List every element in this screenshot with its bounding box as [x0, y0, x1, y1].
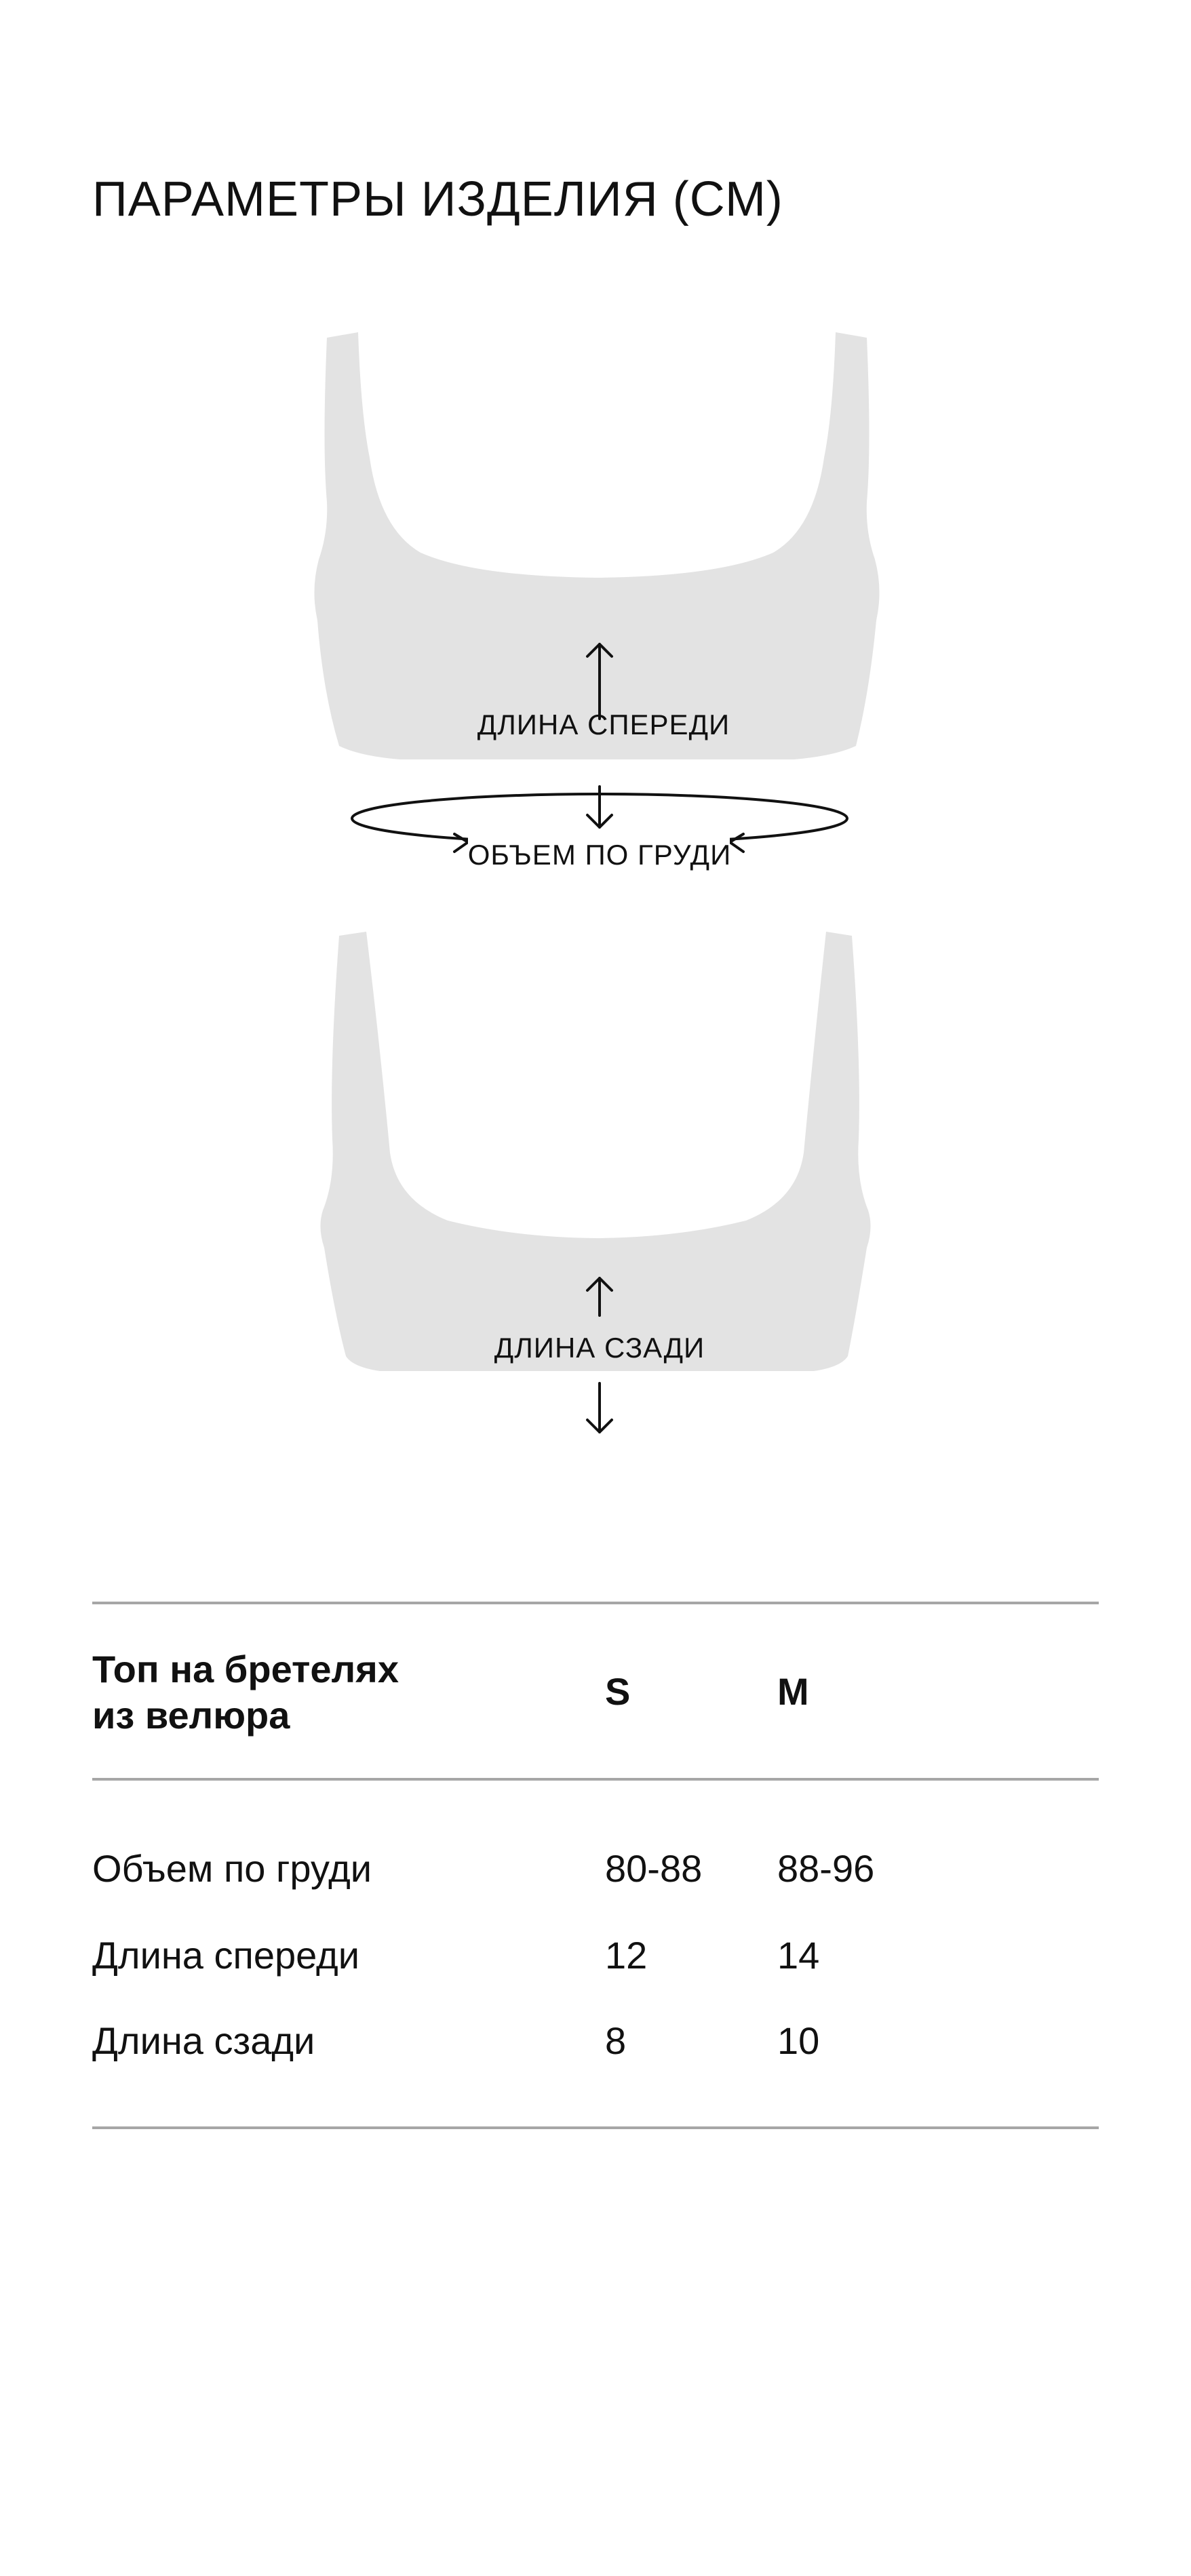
row-value-s: 80-88 — [605, 1847, 703, 1890]
row-value-m: 14 — [777, 1934, 820, 1977]
product-name — [92, 1646, 567, 1739]
size-header-m: M — [777, 1670, 809, 1713]
product-name-line-1: Топ на бретелях — [92, 1648, 399, 1690]
row-value-m: 10 — [777, 2019, 820, 2062]
row-label: Длина спереди — [92, 1934, 359, 1977]
front-garment-silhouette — [314, 332, 879, 759]
row-value-m: 88-96 — [777, 1847, 875, 1890]
front-view-diagram — [0, 312, 1191, 895]
table-row — [92, 1846, 1099, 1892]
back-view-diagram — [0, 909, 1191, 1438]
table-row — [92, 1933, 1099, 1979]
table-row — [92, 2018, 1099, 2064]
size-table — [92, 1602, 1099, 2129]
back-garment-silhouette — [320, 932, 870, 1371]
product-name-line-2: из велюра — [92, 1694, 290, 1737]
row-label: Длина сзади — [92, 2019, 315, 2062]
row-value-s: 8 — [605, 2019, 627, 2062]
size-header-s: S — [605, 1670, 631, 1713]
table-header — [92, 1604, 1099, 1778]
row-label: Объем по груди — [92, 1847, 372, 1890]
bust-label: ОБЪЕМ ПО ГРУДИ — [467, 839, 732, 871]
table-body — [92, 1781, 1099, 2126]
table-bottom-rule — [92, 2126, 1099, 2129]
front-length-label: ДЛИНА СПЕРЕДИ — [477, 709, 730, 740]
page-title: ПАРАМЕТРЫ ИЗДЕЛИЯ (СМ) — [92, 172, 783, 226]
row-value-s: 12 — [605, 1934, 648, 1977]
back-length-label: ДЛИНА СЗАДИ — [494, 1332, 705, 1364]
